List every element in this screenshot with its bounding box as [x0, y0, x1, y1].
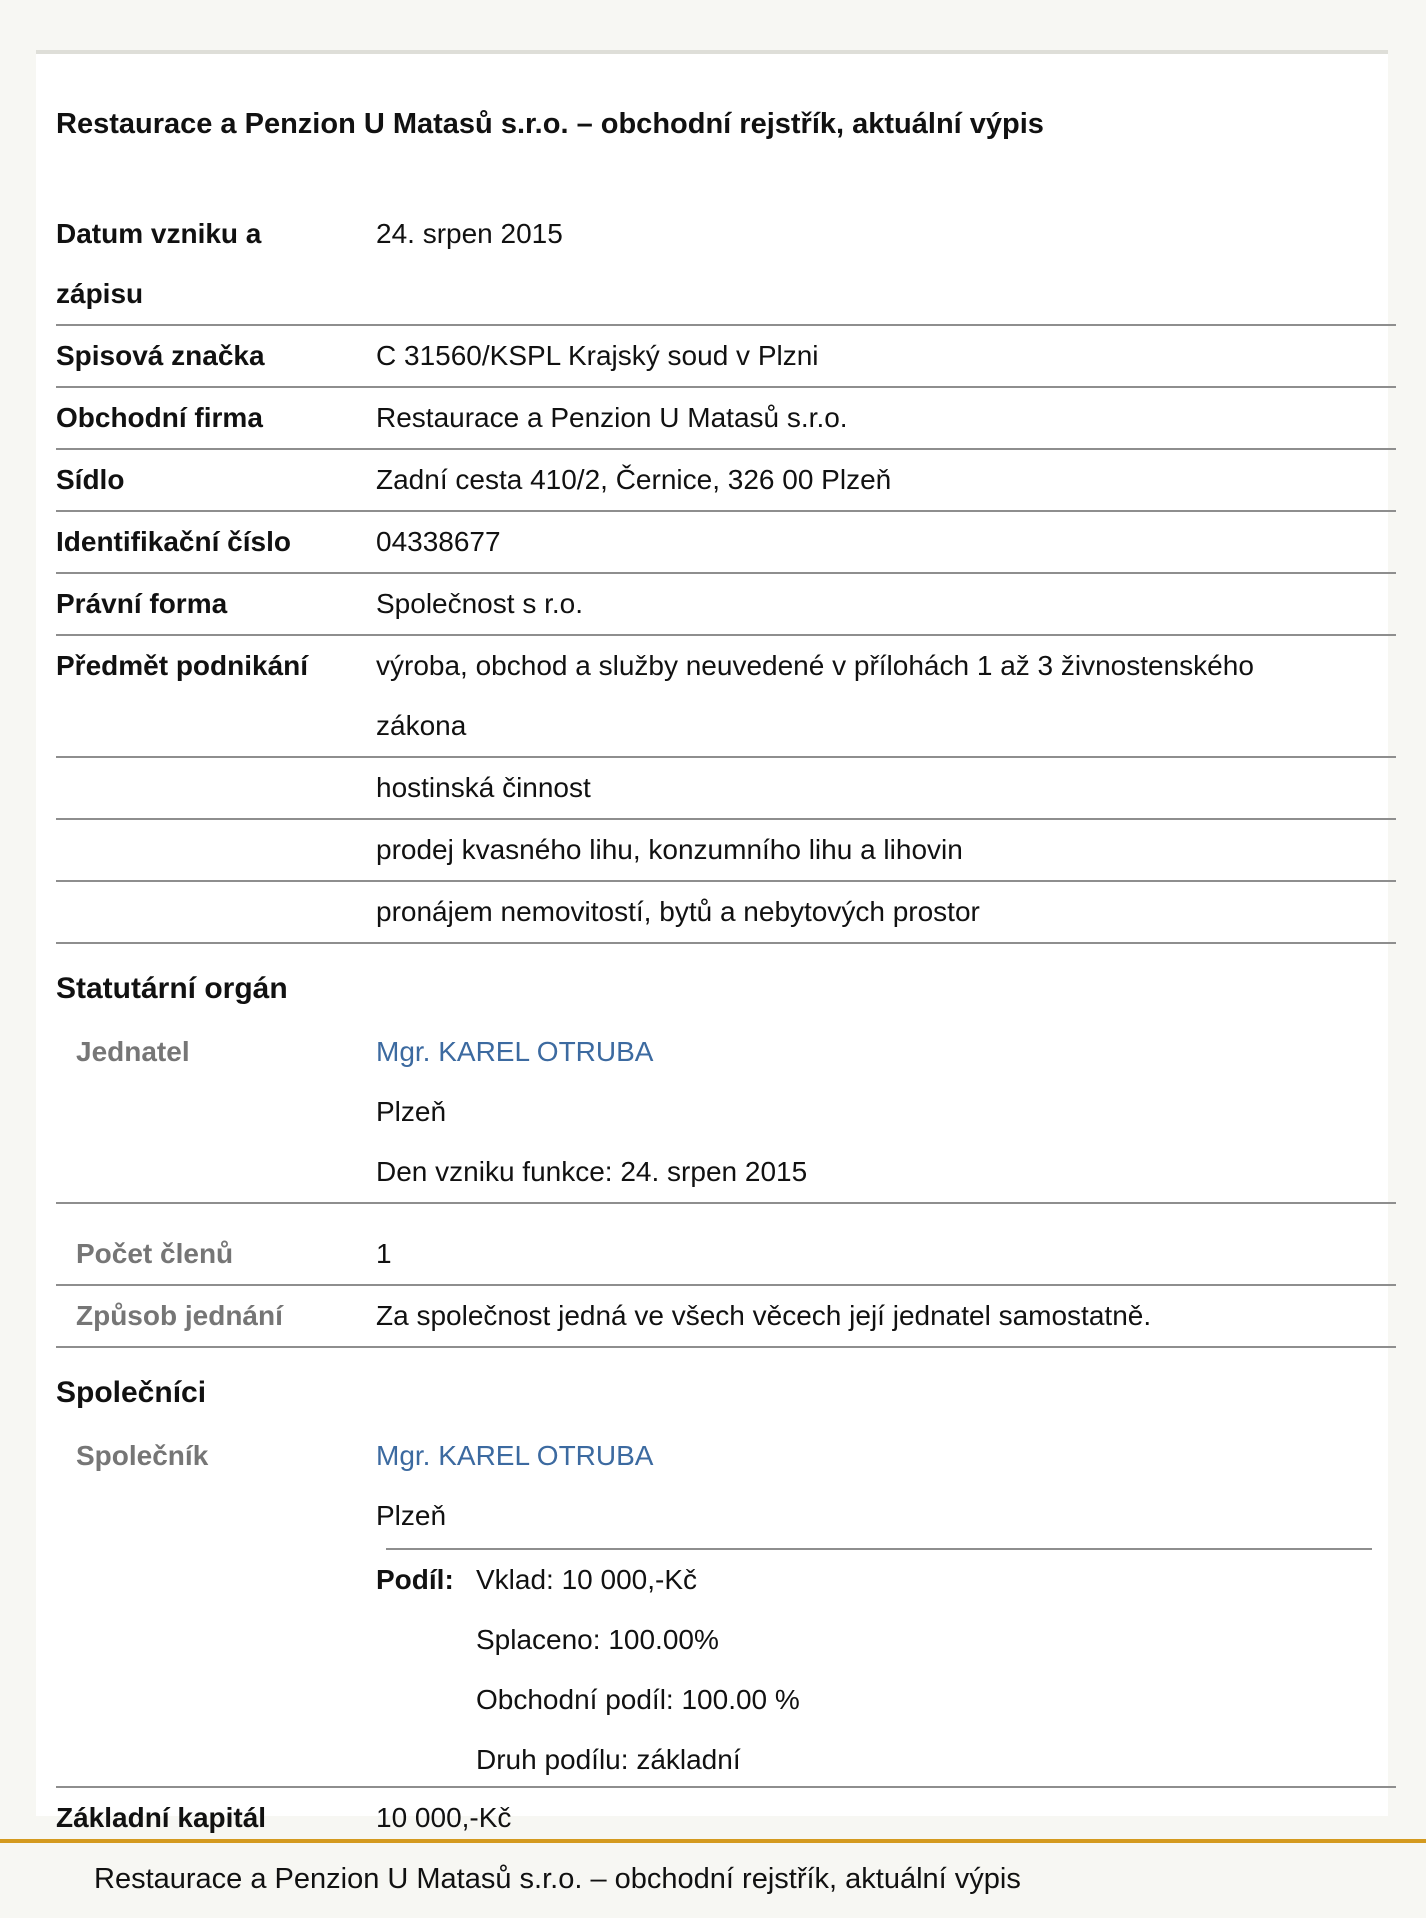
label-obchodni-firma: Obchodní firma [56, 402, 263, 433]
row-jednatel [56, 1022, 1396, 1204]
footer-title: Restaurace a Penzion U Matasů s.r.o. – obchodní rejstřík, aktuální výpis [94, 1863, 1021, 1895]
row-predmet-2 [56, 758, 1396, 820]
row-zpusob-jednani [56, 1286, 1396, 1348]
label-datum-line-2: zápisu [56, 278, 144, 309]
label-jednatel: Jednatel [76, 1036, 190, 1067]
section-statutarni-organ: Statutární orgán [56, 972, 288, 1005]
label-pravni-forma: Právní forma [56, 588, 228, 619]
value-identifikacni-cislo: 04338677 [376, 526, 501, 557]
value-obchodni-firma: Restaurace a Penzion U Matasů s.r.o. [376, 402, 848, 433]
section-spolecnici: Společníci [56, 1376, 207, 1409]
row-predmet-4 [56, 882, 1396, 944]
spolecnik-name-link[interactable]: Mgr. KAREL OTRUBA [376, 1440, 654, 1471]
value-zpusob-jednani: Za společnost jedná ve všech věcech její jednatel samostatně. [376, 1300, 1152, 1331]
label-pocet-clenu: Počet členů [76, 1238, 234, 1269]
podil-obchodni: Obchodní podíl: 100.00 % [476, 1684, 800, 1715]
value-predmet-1 [376, 636, 1376, 756]
value-pravni-forma: Společnost s r.o. [376, 588, 584, 619]
value-podil [476, 1550, 800, 1790]
row-datum-vzniku [56, 204, 1396, 326]
value-datum-vzniku: 24. srpen 2015 [376, 218, 563, 249]
row-sidlo [56, 450, 1396, 512]
value-zakladni-kapital: 10 000,-Kč [376, 1802, 512, 1833]
predmet-line-1: výroba, obchod a služby neuvedené v přílohách 1 až 3 živnostenského [376, 650, 1254, 681]
label-podil: Podíl: [376, 1564, 454, 1595]
predmet-line-2: zákona [376, 710, 467, 741]
row-spolecnik [56, 1426, 1396, 1788]
label-identifikacni-cislo: Identifikační číslo [56, 526, 291, 557]
row-predmet-podnikani [56, 636, 1396, 758]
label-predmet-podnikani: Předmět podnikání [56, 650, 309, 681]
label-sidlo: Sídlo [56, 464, 125, 495]
label-datum-vzniku [56, 204, 356, 324]
register-card [36, 50, 1388, 1833]
jednatel-city: Plzeň [376, 1096, 447, 1127]
row-pravni-forma [56, 574, 1396, 636]
row-spisova-znacka [56, 326, 1396, 388]
value-sidlo: Zadní cesta 410/2, Černice, 326 00 Plzeň [376, 464, 892, 495]
spolecnik-city: Plzeň [376, 1500, 447, 1531]
jednatel-since: Den vzniku funkce: 24. srpen 2015 [376, 1156, 808, 1187]
footer-bar [0, 1839, 1426, 1918]
podil-druh: Druh podílu: základní [476, 1744, 741, 1775]
page-title: Restaurace a Penzion U Matasů s.r.o. – obchodní rejstřík, aktuální výpis [56, 108, 1044, 140]
podil-vklad: Vklad: 10 000,-Kč [476, 1564, 698, 1595]
value-spisova-znacka: C 31560/KSPL Krajský soud v Plzni [376, 340, 819, 371]
podil-splaceno: Splaceno: 100.00% [476, 1624, 719, 1655]
label-spolecnik: Společník [76, 1440, 209, 1471]
row-pocet-clenu [56, 1224, 1396, 1286]
value-spolecnik [376, 1426, 1376, 1546]
value-predmet-4: pronájem nemovitostí, bytů a nebytových prostor [376, 896, 980, 927]
jednatel-name-link[interactable]: Mgr. KAREL OTRUBA [376, 1036, 654, 1067]
row-predmet-3 [56, 820, 1396, 882]
row-obchodni-firma [56, 388, 1396, 450]
value-pocet-clenu: 1 [376, 1238, 392, 1269]
value-predmet-3: prodej kvasného lihu, konzumního lihu a lihovin [376, 834, 963, 865]
label-datum-line-1: Datum vzniku a [56, 218, 262, 249]
label-zpusob-jednani: Způsob jednání [76, 1300, 283, 1331]
value-predmet-2: hostinská činnost [376, 772, 591, 803]
label-zakladni-kapital: Základní kapitál [56, 1802, 267, 1833]
value-jednatel [376, 1022, 1376, 1202]
label-spisova-znacka: Spisová značka [56, 340, 265, 371]
row-identifikacni-cislo [56, 512, 1396, 574]
